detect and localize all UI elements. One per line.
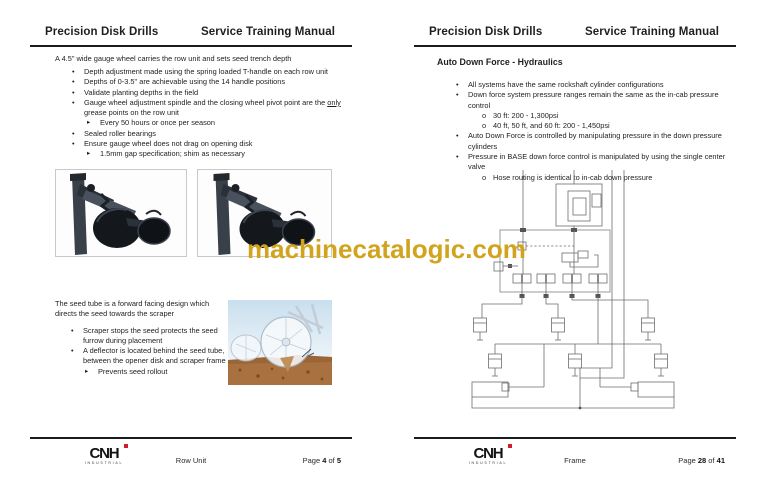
bullet-marker: • (72, 87, 75, 97)
footer-page-number (678, 456, 725, 465)
list-item-text: Validate planting depths in the field (84, 87, 199, 97)
cnh-logo-subtext: INDUSTRIAL (468, 461, 508, 465)
list-item (30, 129, 344, 139)
cnh-logo-text: CNH (89, 445, 119, 462)
cnh-red-dot (508, 444, 512, 448)
list-item-text: Ensure gauge wheel does not drag on opening disk (84, 139, 253, 149)
page-total: 41 (716, 456, 725, 465)
cnh-logo-subtext: INDUSTRIAL (84, 461, 124, 465)
footer-page-number (303, 456, 341, 465)
hydraulic-schematic-graphic (458, 168, 708, 418)
page-total: 5 (336, 456, 341, 465)
list-item-text: A deflector is located behind the seed tube, between the opener disk and scraper frame (83, 346, 226, 366)
sub-item-text: Prevents seed rollout (98, 366, 168, 376)
cnh-logo-text: CNH (473, 445, 503, 462)
list-item-text: Down force system pressure ranges remain the same as the in-cab pressure control (468, 90, 719, 110)
footer-rule (30, 437, 352, 439)
bullet-marker: • (456, 80, 459, 89)
bullet-marker: • (72, 139, 75, 149)
bullet-marker: • (72, 77, 75, 87)
arrow-marker: ▸ (87, 150, 91, 158)
header-title-left: Precision Disk Drills (45, 26, 159, 38)
sub-list-item (414, 121, 727, 131)
of-word: of (326, 456, 337, 465)
left-page-header (30, 26, 352, 38)
bullet-marker: • (72, 128, 75, 138)
sub-item-text: Every 50 hours or once per season (100, 118, 216, 128)
header-title-right: Service Training Manual (585, 26, 719, 38)
row-unit-photo-1 (55, 169, 187, 257)
seed-placement-illustration (228, 300, 332, 385)
underlined-word: only (327, 97, 341, 107)
watermark-text: machinecatalogic.com (247, 234, 526, 264)
page-word: Page (678, 456, 698, 465)
bullet-marker: • (456, 152, 459, 162)
header-title-left: Precision Disk Drills (429, 26, 543, 38)
page-word: Page (302, 456, 323, 465)
of-word: of (706, 456, 717, 465)
right-page-footer (414, 446, 736, 480)
circle-marker: o (482, 121, 487, 131)
text-segment: grease points on the row unit (84, 108, 179, 118)
list-item (414, 131, 727, 152)
hydraulic-schematic (458, 168, 708, 418)
sub-list-item (414, 111, 727, 121)
bullet-marker: • (71, 325, 74, 335)
bullet-marker: • (456, 131, 459, 141)
circle-marker: o (482, 110, 487, 120)
list-item (30, 88, 344, 98)
bullet-marker: • (72, 67, 75, 76)
list-item-text: Sealed roller bearings (84, 128, 156, 138)
text-segment: Gauge wheel adjustment spindle and the closing wheel pivot point are the (84, 97, 328, 107)
list-item (30, 139, 344, 149)
sub-item-text: 30 ft: 200 - 1,300psi (493, 110, 559, 120)
list-item-text: Scraper stops the seed protects the seed furrow during placement (83, 325, 218, 345)
list-item (414, 90, 727, 111)
header-rule (30, 45, 352, 47)
list-item (414, 80, 727, 90)
list-item (55, 326, 227, 347)
seed-placement-graphic (228, 300, 332, 385)
section-heading: Auto Down Force - Hydraulics (437, 57, 563, 67)
bullet-marker: • (456, 90, 459, 100)
bullet-marker: • (71, 346, 74, 356)
seed-tube-section (55, 299, 227, 377)
footer-section-label: Frame (564, 456, 586, 465)
intro-text: A 4.5" wide gauge wheel carries the row unit and sets seed trench depth (55, 54, 292, 63)
sub-list-item (30, 149, 344, 159)
arrow-marker: ▸ (85, 367, 89, 375)
circle-marker: o (482, 172, 487, 182)
list-item-text (84, 98, 344, 119)
footer-section-label: Row Unit (175, 456, 207, 465)
list-item-text: Pressure in BASE down force control is manipulated by using the single center valve (468, 152, 726, 172)
bullet-marker: • (72, 97, 75, 107)
seed-tube-paragraph: The seed tube is a forward facing design which directs the seed towards the scraper (55, 299, 210, 319)
sub-item-text: 40 ft, 50 ft, and 60 ft: 200 - 1,450psi (493, 121, 610, 131)
arrow-marker: ▸ (87, 119, 91, 127)
sub-list-item (55, 367, 227, 377)
cnh-red-dot (124, 444, 128, 448)
header-rule (414, 45, 736, 47)
right-page-header (414, 26, 736, 38)
page-num: 28 (697, 456, 707, 465)
list-item (30, 67, 344, 77)
list-item-text: Depths of 0-3.5" are achievable using the 14 handle positions (84, 77, 286, 87)
list-item-text: Auto Down Force is controlled by manipulating pressure in the down pressure cylinders (468, 131, 722, 151)
list-item (30, 77, 344, 87)
sub-list-item (30, 118, 344, 128)
list-item-text: All systems have the same rockshaft cylinder configurations (468, 80, 664, 89)
footer-rule (414, 437, 736, 439)
left-page-footer (30, 446, 352, 480)
list-item (55, 346, 227, 367)
page-num: 4 (322, 456, 327, 465)
list-item-text: Depth adjustment made using the spring loaded T-handle on each row unit (84, 67, 328, 76)
sub-item-text: 1.5mm gap specification; shim as necessary (100, 149, 246, 159)
header-title-right: Service Training Manual (201, 26, 335, 38)
sub-item-text: Hose routing is identical to in-cab down pressure (493, 172, 653, 182)
row-unit-photo-graphic (56, 170, 186, 256)
list-item (30, 98, 344, 119)
gauge-wheel-bullet-list (30, 67, 344, 160)
